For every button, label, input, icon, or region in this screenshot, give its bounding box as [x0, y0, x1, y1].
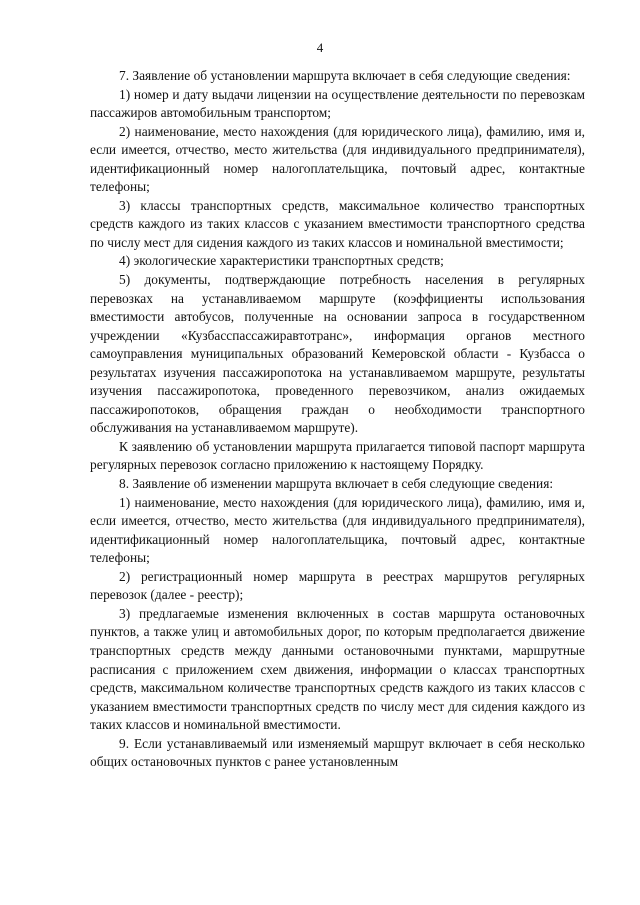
paragraph-9-intro: 9. Если устанавливаемый или изменяемый маршрут включает в себя несколько общих остановочных пунктов с ранее установленным — [90, 735, 585, 770]
paragraph-8-item-2: 2) регистрационный номер маршрута в реестрах маршрутов регулярных перевозок (далее - реестр); — [90, 568, 585, 603]
paragraph-8-item-1: 1) наименование, место нахождения (для юридического лица), фамилию, имя и, если имеется, отчество, место жительства (для индивидуального предпринимателя), идентификационный номер налогоплательщика, почтовый адрес, контактные телефоны; — [90, 494, 585, 566]
paragraph-7-attachment: К заявлению об установлении маршрута прилагается типовой паспорт маршрута регулярных перевозок согласно приложению к настоящему Порядку. — [90, 438, 585, 473]
paragraph-7-item-5: 5) документы, подтверждающие потребность населения в регулярных перевозках на устанавливаемом маршруте (коэффициенты использования вместимости автобусов, полученные на основании запроса в государственном учреждении «Кузбасспассажиравтотранс», информация органов местного самоуправления муниципальных образований Кемеровской области - Кузбасса о результатах изучения пассажиропотока на устанавливаемом маршруте, результаты изучения пассажиропотока, проведенного перевозчиком, анализ ожидаемых пассажиропотоков, обращения граждан о необходимости транспортного обслуживания на устанавливаемом маршруте). — [90, 272, 585, 436]
paragraph-8-item-3: 3) предлагаемые изменения включенных в состав маршрута остановочных пунктов, а также улиц и автомобильных дорог, по которым предполагается движение транспортных средств между данными остановочными пунктами, маршрутные расписания с приложением схем движения, информации о классах транспортных средств, максимальном количестве транспортных средств каждого из таких классов с указанием вместимости транспортных средств по числу мест для сидения каждого из таких классов и номинальной вместимости. — [90, 605, 585, 733]
paragraph-8-intro: 8. Заявление об изменении маршрута включает в себя следующие сведения: — [119, 476, 554, 492]
paragraph-7-item-3: 3) классы транспортных средств, максимальное количество транспортных средств каждого из таких классов с указанием вместимости транспортного средства по числу мест для сидения каждого из таких классов и номинальной вместимости; — [90, 197, 585, 250]
paragraph-7-intro: 7. Заявление об установлении маршрута включает в себя следующие сведения: — [119, 68, 571, 83]
paragraph-7-item-2: 2) наименование, место нахождения (для юридического лица), фамилию, имя и, если имеется, отчество, место жительства (для индивидуального предпринимателя), идентификационный номер налогоплательщика, почтовый адрес, контактные телефоны; — [90, 123, 585, 195]
page-number: 4 — [316, 40, 324, 55]
paragraph-7-item-4: 4) экологические характеристики транспортных средств; — [119, 253, 444, 269]
document-body — [90, 67, 585, 772]
paragraph-7-item-1: 1) номер и дату выдачи лицензии на осуществление деятельности по перевозкам пассажиров автомобильным транспортом; — [90, 86, 585, 121]
